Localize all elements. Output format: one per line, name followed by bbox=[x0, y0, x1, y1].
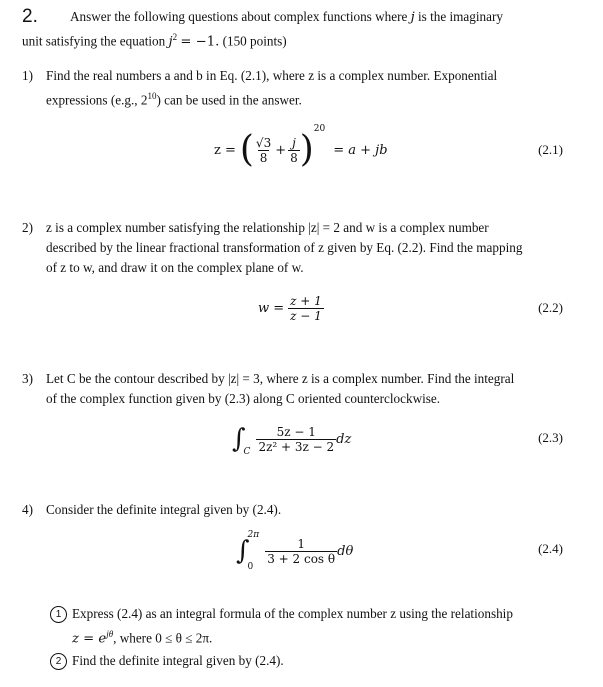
q3-label: 3) bbox=[22, 371, 33, 386]
q2-line-1: z is a complex number satisfying the relationship |z| = 2 and w is a complex number bbox=[46, 220, 489, 235]
intro-line-1: Answer the following questions about complex functions where j is the imaginary bbox=[70, 9, 503, 25]
equation-2-3: ∫ C $\frac{5z - 1}{\text{2z² + 3z − 2}}$ dz bbox=[232, 424, 352, 457]
q1-line-2: expressions (e.g., $2^{10}$) can be used in the answer. bbox=[46, 91, 302, 108]
equation-2-4: ∫ 2π 0 $\frac{1}{\text{3 + 2 cos θ}}$ dθ bbox=[236, 530, 354, 572]
equation-number-2-2: (2.2) bbox=[538, 300, 563, 315]
problem-number: 2. bbox=[22, 6, 38, 27]
sub-question-2-line-1: Find the definite integral given by (2.4). bbox=[72, 653, 284, 668]
q2-line-3: of z to w, and draw it on the complex plane of w. bbox=[46, 260, 304, 275]
sub-question-1-marker: 1 bbox=[50, 604, 67, 624]
equation-number-2-1: (2.1) bbox=[538, 142, 563, 157]
intro-line-2: unit satisfying the equation $j^2 = -1$. (150 points) bbox=[22, 32, 287, 50]
q4-line-1: Consider the definite integral given by (2.4). bbox=[46, 502, 282, 517]
sub-question-2-marker: 2 bbox=[50, 651, 67, 671]
q3-line-2: of the complex function given by (2.3) along C oriented counterclockwise. bbox=[46, 391, 441, 406]
equation-number-2-3: (2.3) bbox=[538, 430, 563, 445]
q4-label: 4) bbox=[22, 502, 33, 517]
q1-line-1: Find the real numbers a and b in Eq. (2.1), where z is a complex number. Exponential bbox=[46, 68, 498, 83]
equation-2-1: z = ( $\frac{√3}{8}$ + $\frac{j}{8}$ ) 20 = a + jb bbox=[214, 124, 388, 170]
sub-question-1-line-2: $z = e^{j\theta}$, where 0 ≤ θ ≤ 2π. bbox=[72, 629, 213, 647]
q2-label: 2) bbox=[22, 220, 33, 235]
equation-2-2: w = $\frac{z + 1}{z - 1}$ bbox=[258, 293, 322, 323]
equation-number-2-4: (2.4) bbox=[538, 541, 563, 556]
q2-line-2: described by the linear fractional transformation of z given by Eq. (2.2). Find the mapping bbox=[46, 240, 523, 255]
sub-question-1-line-1: Express (2.4) as an integral formula of the complex number z using the relationship bbox=[72, 606, 513, 621]
q3-line-1: Let C be the contour described by |z| = 3, where z is a complex number. Find the integral bbox=[46, 371, 515, 386]
q1-label: 1) bbox=[22, 68, 33, 83]
